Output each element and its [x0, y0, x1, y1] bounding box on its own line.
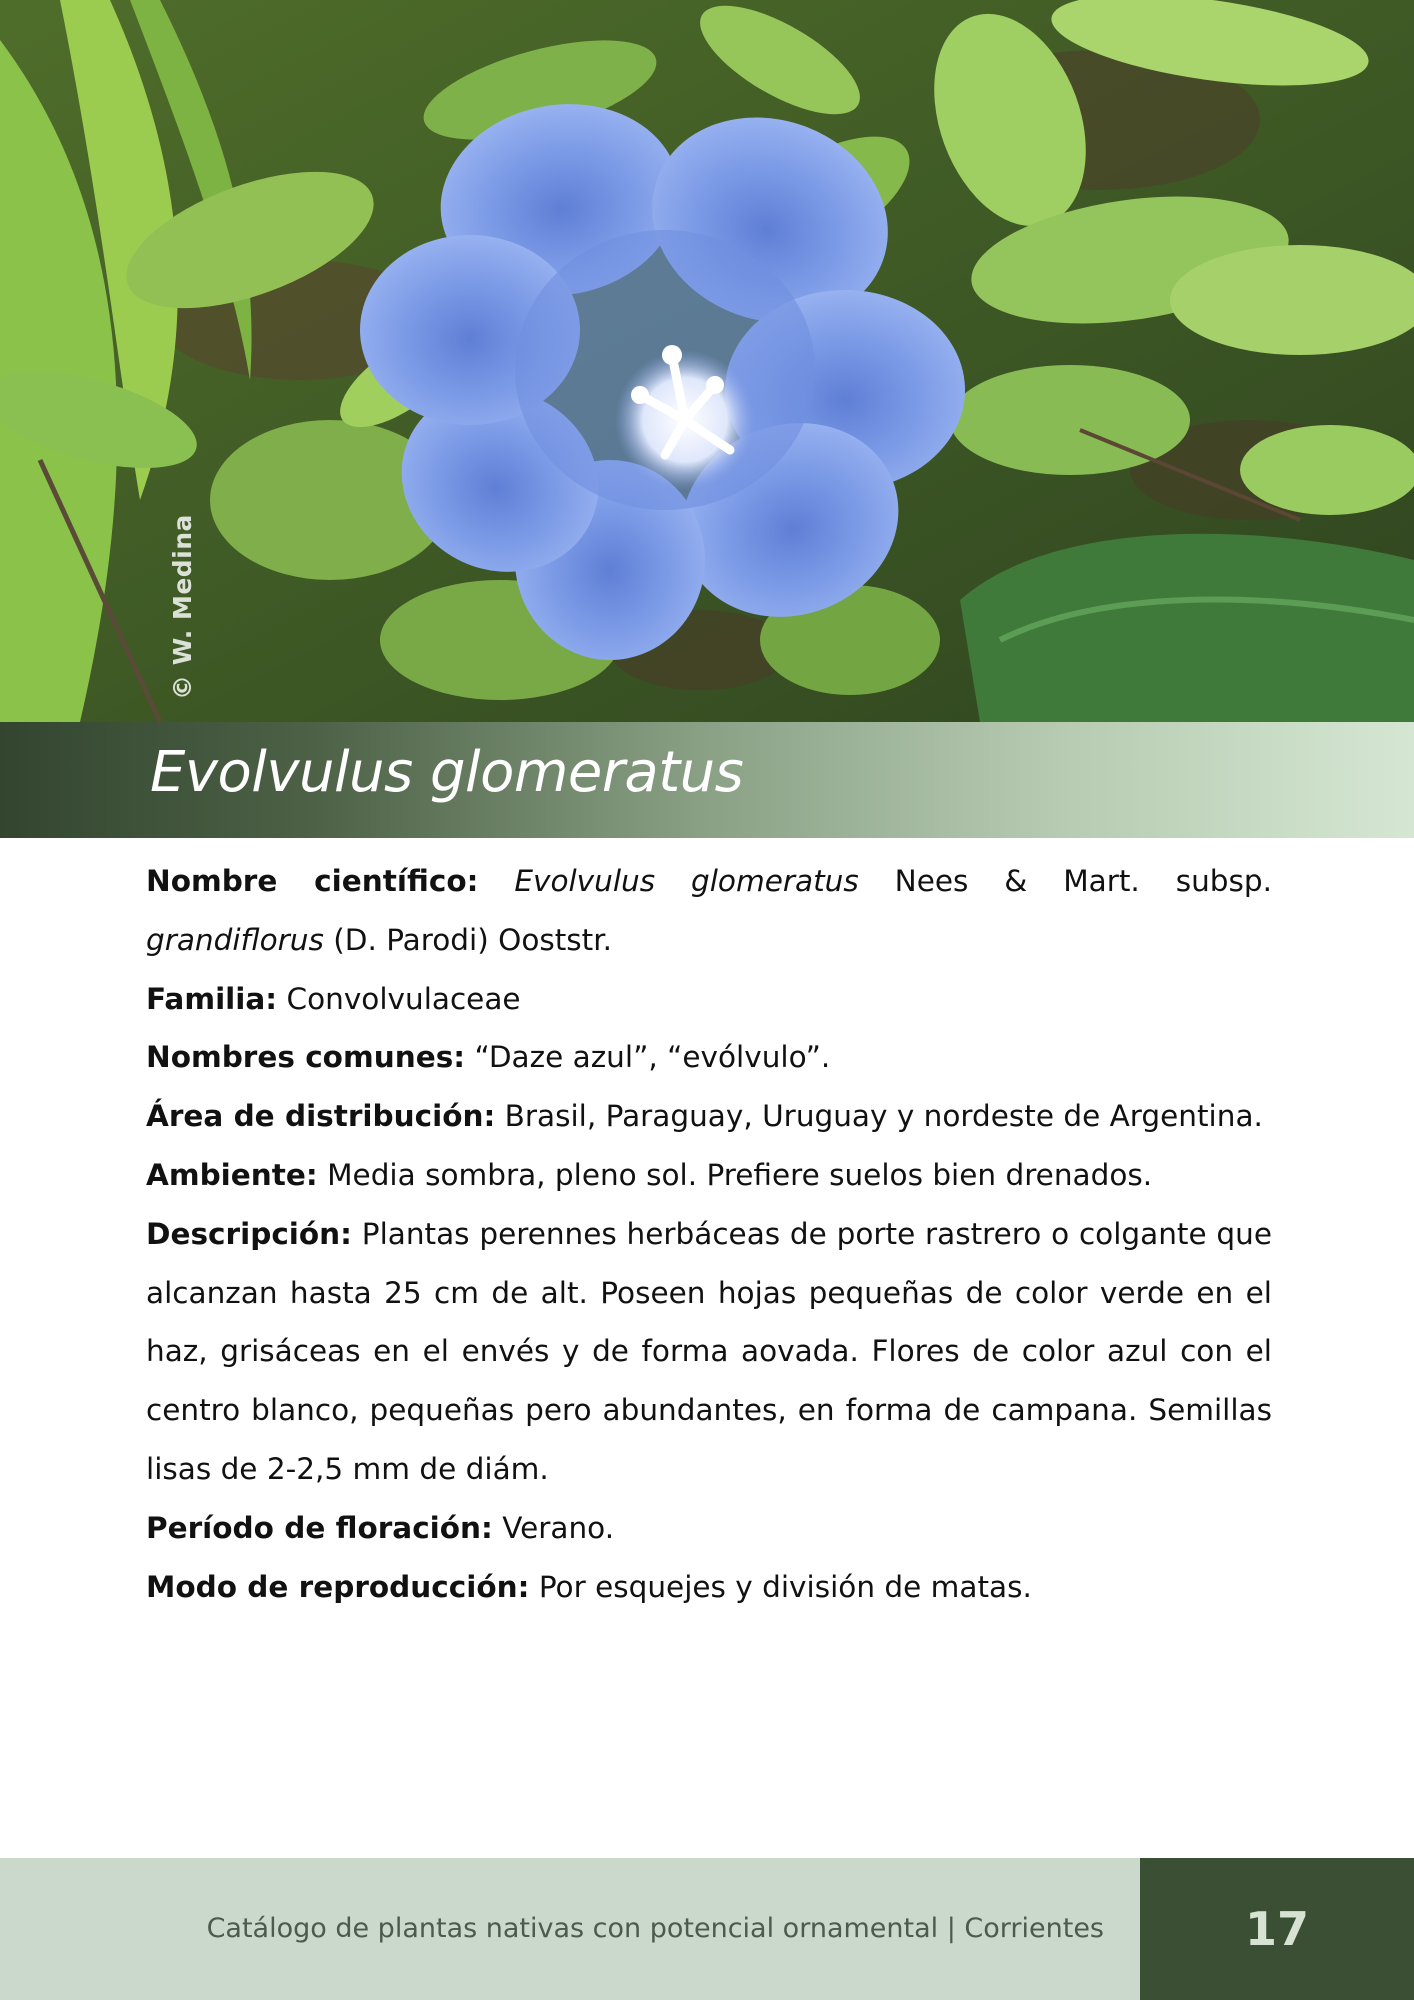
page-number: 17: [1244, 1902, 1309, 1956]
reproduction-entry: [146, 1558, 1272, 1617]
scientific-name-label: Nombre científico:: [146, 864, 479, 898]
common-names-entry: [146, 1028, 1272, 1087]
plant-photo: [0, 0, 1414, 722]
description-label: Descripción:: [146, 1216, 352, 1251]
species-description: [146, 852, 1272, 1616]
distribution-label: Área de distribución:: [146, 1099, 496, 1134]
environment-value: Media sombra, pleno sol. Prefiere suelos bien drenados.: [317, 1157, 1153, 1192]
catalog-title: Catálogo de plantas nativas con potencial ornamental | Corrientes: [206, 1913, 1104, 1944]
flowering-period-entry: [146, 1499, 1272, 1558]
scientific-name-authors: Nees & Mart. subsp.: [858, 864, 1272, 898]
family-entry: [146, 970, 1272, 1029]
common-names-value: “Daze azul”, “evólvulo”.: [465, 1040, 831, 1075]
scientific-name-subspecies: grandiflorus: [146, 922, 324, 957]
scientific-name-subspecies-authors: (D. Parodi) Ooststr.: [323, 922, 613, 957]
scientific-name-binomial: Evolvulus glomeratus: [514, 864, 859, 898]
family-value: Convolvulaceae: [277, 981, 521, 1016]
flowering-period-value: Verano.: [492, 1510, 615, 1545]
description-entry: [146, 1205, 1272, 1499]
family-label: Familia:: [146, 981, 278, 1016]
footer-bar: [0, 1858, 1140, 2000]
reproduction-value: Por esquejes y división de matas.: [529, 1569, 1032, 1604]
photo-credit: © W. Medina: [168, 514, 197, 700]
flowering-period-label: Período de floración:: [146, 1510, 493, 1545]
distribution-entry: [146, 1087, 1272, 1146]
description-value: Plantas perennes herbáceas de porte rastrero o colgante que alcanzan hasta 25 cm de alt. Poseen hojas pequeñas de color verde en el haz, grisáceas en el envés y de forma aovada. Flores de color azul con el centro blanco, pequeñas pero abundantes, en forma de campana. Semillas lisas de 2-2,5 mm de diám.: [146, 1216, 1272, 1486]
environment-label: Ambiente:: [146, 1157, 318, 1192]
page-number-box: [1140, 1858, 1414, 2000]
scientific-name-entry: [146, 852, 1272, 970]
environment-entry: [146, 1146, 1272, 1205]
distribution-value: Brasil, Paraguay, Uruguay y nordeste de Argentina.: [495, 1099, 1263, 1134]
species-title: Evolvulus glomeratus: [150, 740, 744, 805]
common-names-label: Nombres comunes:: [146, 1040, 466, 1075]
reproduction-label: Modo de reproducción:: [146, 1569, 530, 1604]
blue-flower-photo-illustration: [0, 0, 1414, 722]
